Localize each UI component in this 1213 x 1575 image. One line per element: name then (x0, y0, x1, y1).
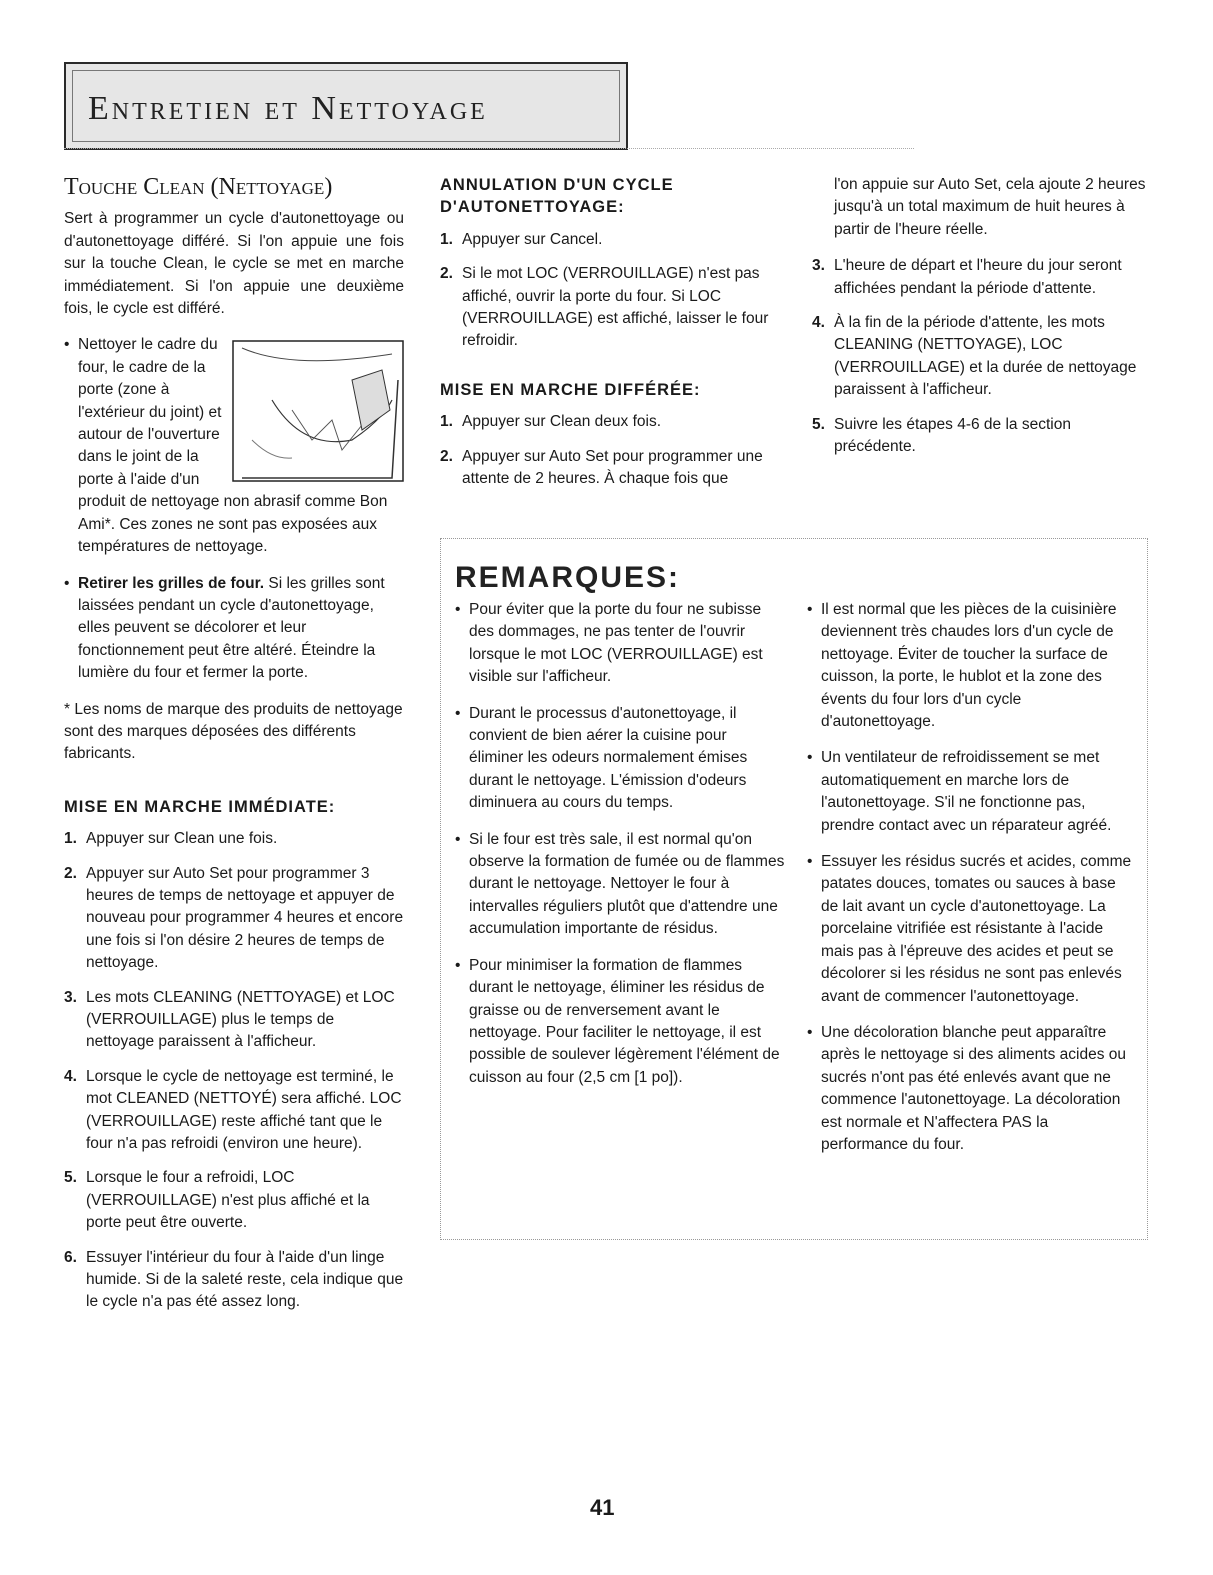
immediate-step (64, 1247, 404, 1314)
note-text: Essuyer les résidus sucrés et acides, comme patates douces, tomates ou sauces à base de lait avant un cycle d'autonettoyage. La porcelaine vitrifiée est résistante à l'acide mais pas à l'épreuve des acides et peut se décolorer si les résidus ne sont pas enlevés avant de commencer l'autonettoyage. (821, 853, 1132, 1005)
clean-key-intro: Sert à programmer un cycle d'autonettoyage ou d'autonettoyage différé. Si l'on appuie une fois sur la touche Clean, le cycle se met en marche immédiatement. Si l'on appuie une deuxième fois, le cycle est différé. (64, 210, 404, 318)
delayed-step (440, 411, 780, 433)
step-number: 1. (440, 413, 453, 431)
page-title: Entretien et Nettoyage (88, 90, 488, 127)
step-text: Appuyer sur Auto Set pour programmer 3 heures de temps de nettoyage et appuyer de nouveau pour programmer 4 heures et encore une fois si l'on désire 2 heures de temps de nettoyage. (86, 864, 404, 972)
bullet-dot: • (455, 830, 461, 848)
delayed-continuation: l'on appuie sur Auto Set, cela ajoute 2 heures jusqu'à un total maximum de huit heures à partir de l'heure réelle. (834, 176, 1146, 238)
bullet-dot: • (807, 1023, 813, 1041)
step-number: 3. (812, 257, 825, 275)
immediate-step (64, 1066, 404, 1156)
note-item (455, 703, 785, 815)
note-text: Une décoloration blanche peut apparaître après le nettoyage si des aliments acides ou sucrés n'ont pas été enlevés avant que ne commence l'autonettoyage. La décoloration est normale et N'affectera PAS la performance du four. (821, 1023, 1127, 1153)
bullet-dot: • (455, 704, 461, 722)
step-text: Appuyer sur Clean une fois. (86, 830, 278, 848)
page-number: 41 (590, 1495, 615, 1520)
step-number: 1. (440, 230, 453, 248)
note-item (807, 747, 1137, 837)
step-text: Lorsque le four a refroidi, LOC (VERROUILLAGE) n'est plus affiché et la porte peut être ouverte. (86, 1169, 370, 1232)
step-number: 5. (812, 415, 825, 433)
section-heading-clean-key: Touche Clean (Nettoyage) (64, 174, 333, 200)
immediate-step (64, 1167, 404, 1234)
step-text: À la fin de la période d'attente, les mots CLEANING (NETTOYAGE), LOC (VERROUILLAGE) et la durée de nettoyage paraissent à l'afficheur. (834, 314, 1137, 399)
step-text: L'heure de départ et l'heure du jour seront affichées pendant la période d'attente. (834, 257, 1122, 297)
note-item (807, 599, 1137, 733)
delayed-step (812, 414, 1146, 459)
notes-title: REMARQUES: (455, 561, 681, 594)
remove-racks-text: Si les grilles sont laissées pendant un cycle d'autonettoyage, elles peuvent se décolorer et leur fonctionnement peut être altéré. Éteindre la lumière du four et fermer la porte. (78, 574, 385, 682)
step-number: 2. (440, 265, 453, 283)
step-text: Essuyer l'intérieur du four à l'aide d'un linge humide. Si de la saleté reste, cela indique que le cycle n'a pas été assez long. (86, 1248, 404, 1311)
note-item (455, 829, 785, 941)
note-text: Durant le processus d'autonettoyage, il convient de bien aérer la cuisine pour éliminer les odeurs normalement émises durant le nettoyage. L'émission d'odeurs diminuera au cours du temps. (469, 704, 748, 812)
cancel-step (440, 229, 780, 251)
step-number: 4. (812, 314, 825, 332)
step-text: Appuyer sur Clean deux fois. (462, 413, 662, 431)
step-text: Lorsque le cycle de nettoyage est terminé, le mot CLEANED (NETTOYÉ) sera affiché. LOC (VERROUILLAGE) reste affiché tant que le four n'a pas refroidi (environ une heure). (86, 1067, 402, 1153)
step-number: 6. (64, 1248, 77, 1266)
step-number: 3. (64, 988, 77, 1006)
bullet-dot: • (455, 601, 461, 618)
brand-footnote: * Les noms de marque des produits de nettoyage sont des marques déposées des différents fabricants. (64, 700, 403, 763)
notes-column-right (807, 599, 1137, 1170)
cancel-step (440, 263, 780, 353)
bullet-dot: • (455, 956, 461, 974)
immediate-step (64, 863, 404, 975)
delayed-step (812, 312, 1146, 402)
bullet-dot: • (64, 336, 70, 354)
bullet-remove-racks (64, 573, 404, 685)
oven-door-illustration (232, 340, 404, 482)
remove-racks-emphasis: Retirer les grilles de four. (78, 574, 265, 592)
step-text: Si le mot LOC (VERROUILLAGE) n'est pas affiché, ouvrir la porte du four. Si LOC (VERROUILLAGE) est affiché, laisser le four refroidir. (462, 265, 769, 350)
notes-column-left (455, 599, 785, 1103)
section-heading-delayed-start: MISE EN MARCHE DIFFÉRÉE: (440, 380, 701, 399)
column-right (812, 174, 1146, 470)
note-item (455, 599, 785, 689)
bullet-dot: • (807, 749, 813, 767)
column-middle (440, 174, 780, 502)
step-text: Appuyer sur Auto Set pour programmer une attente de 2 heures. À chaque fois que (462, 447, 763, 488)
bullet-clean-frame-text: Nettoyer le cadre du four, le cadre de la porte (zone à l'extérieur du joint) et autour de l'ouverture dans le joint de la porte à l'aide d'un produit de nettoyage non abrasif comme Bon Ami*. Ces zones ne sont pas exposées aux températures de nettoyage. (78, 336, 388, 556)
notes-box (440, 538, 1148, 1240)
step-number: 1. (64, 830, 77, 848)
bullet-dot: • (64, 574, 70, 592)
note-text: Si le four est très sale, il est normal qu'on observe la formation de fumée ou de flammes durant le nettoyage. Nettoyer le four à intervalles réguliers plutôt que d'attendre une accumulation importante de résidus. (469, 830, 785, 938)
note-item (455, 955, 785, 1089)
step-number: 5. (64, 1169, 77, 1187)
step-number: 2. (440, 447, 453, 465)
step-text: Appuyer sur Cancel. (462, 230, 603, 248)
note-text: Un ventilateur de refroidissement se met automatiquement en marche lors de l'autonettoyage. S'il ne fonctionne pas, prendre contact avec un réparateur agréé. (821, 749, 1112, 834)
note-item (807, 1022, 1137, 1156)
step-number: 2. (64, 864, 77, 882)
note-item (807, 851, 1137, 1008)
note-text: Pour éviter que la porte du four ne subisse des dommages, ne pas tenter de l'ouvrir lorsque le mot LOC (VERROUILLAGE) est visible sur l'afficheur. (469, 601, 763, 686)
immediate-step (64, 828, 404, 850)
section-heading-immediate-start: MISE EN MARCHE IMMÉDIATE: (64, 797, 336, 816)
bullet-clean-frame (64, 334, 404, 558)
note-text: Pour minimiser la formation de flammes durant le nettoyage, éliminer les résidus de graisse ou de renversement avant le nettoyage. Pour faciliter le nettoyage, il est possible de soulever légèrement l'élément de cuisson au four (2,5 cm [1 po]). (469, 956, 780, 1086)
step-number: 4. (64, 1067, 77, 1085)
immediate-step (64, 987, 404, 1054)
section-heading-cancel-cycle: ANNULATION D'UN CYCLE D'AUTONETTOYAGE: (440, 176, 674, 217)
column-left (64, 176, 404, 1326)
delayed-step (812, 255, 1146, 300)
bullet-dot: • (807, 601, 813, 618)
banner-divider (64, 148, 914, 149)
step-text: Les mots CLEANING (NETTOYAGE) et LOC (VERROUILLAGE) plus le temps de nettoyage paraissent à l'afficheur. (86, 988, 395, 1051)
delayed-step (440, 446, 780, 491)
bullet-dot: • (807, 853, 813, 871)
note-text: Il est normal que les pièces de la cuisinière deviennent très chaudes lors d'un cycle de nettoyage. Éviter de toucher la surface de cuisson, la porte, le hublot et la zone des évents du four lors d'un cycle d'autonettoyage. (821, 601, 1117, 731)
title-banner (64, 62, 628, 150)
step-text: Suivre les étapes 4-6 de la section précédente. (834, 415, 1071, 456)
